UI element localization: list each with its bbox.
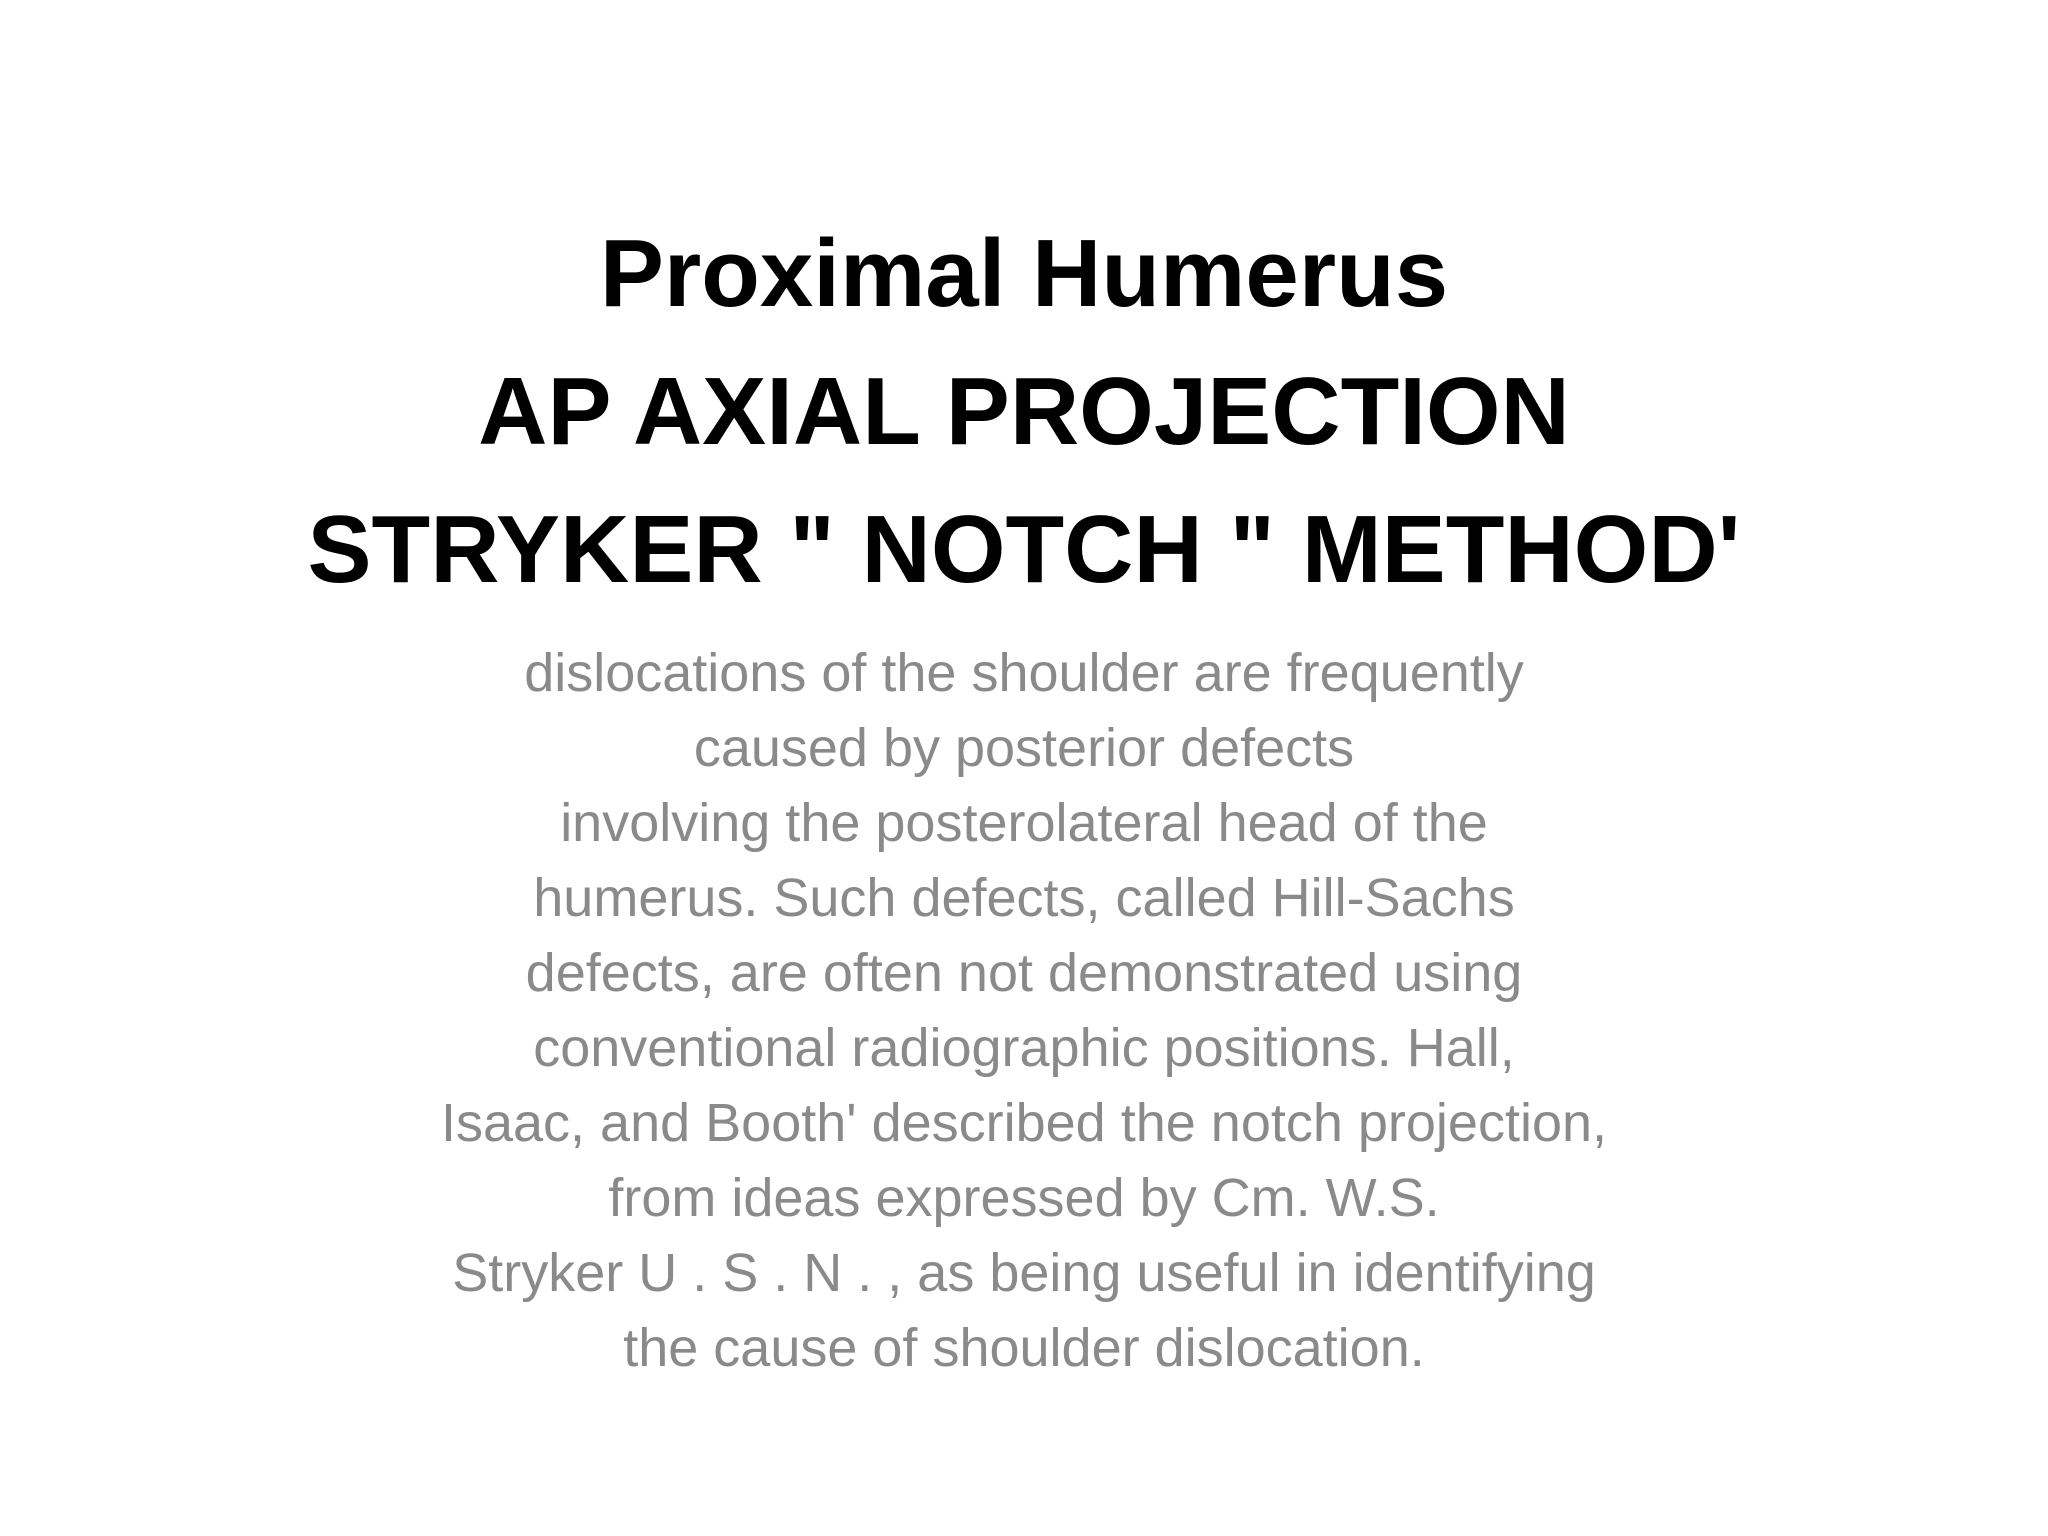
title-line-2: AP AXIAL PROJECTION: [478, 358, 1570, 465]
body-line-8: from ideas expressed by Cm. W.S.: [608, 1168, 1440, 1228]
title-line-1: Proximal Humerus: [599, 220, 1449, 327]
body-line-3: involving the posterolateral head of the: [560, 793, 1488, 853]
body-line-1: dislocations of the shoulder are frequently: [524, 643, 1524, 703]
slide-body-text: [0, 636, 2048, 1386]
body-line-9: Stryker U . S . N . , as being useful in identifying: [452, 1243, 1596, 1303]
body-line-6: conventional radiographic positions. Hall,: [533, 1018, 1515, 1078]
body-line-4: humerus. Such defects, called Hill-Sachs: [533, 868, 1515, 928]
slide-title: [0, 205, 2048, 619]
body-line-10: the cause of shoulder dislocation.: [623, 1318, 1425, 1378]
body-line-2: caused by posterior defects: [693, 718, 1355, 778]
body-line-5: defects, are often not demonstrated using: [525, 943, 1523, 1003]
title-line-3: STRYKER " NOTCH " METHOD': [307, 496, 1741, 603]
body-line-7: Isaac, and Booth' described the notch projection,: [440, 1093, 1608, 1153]
